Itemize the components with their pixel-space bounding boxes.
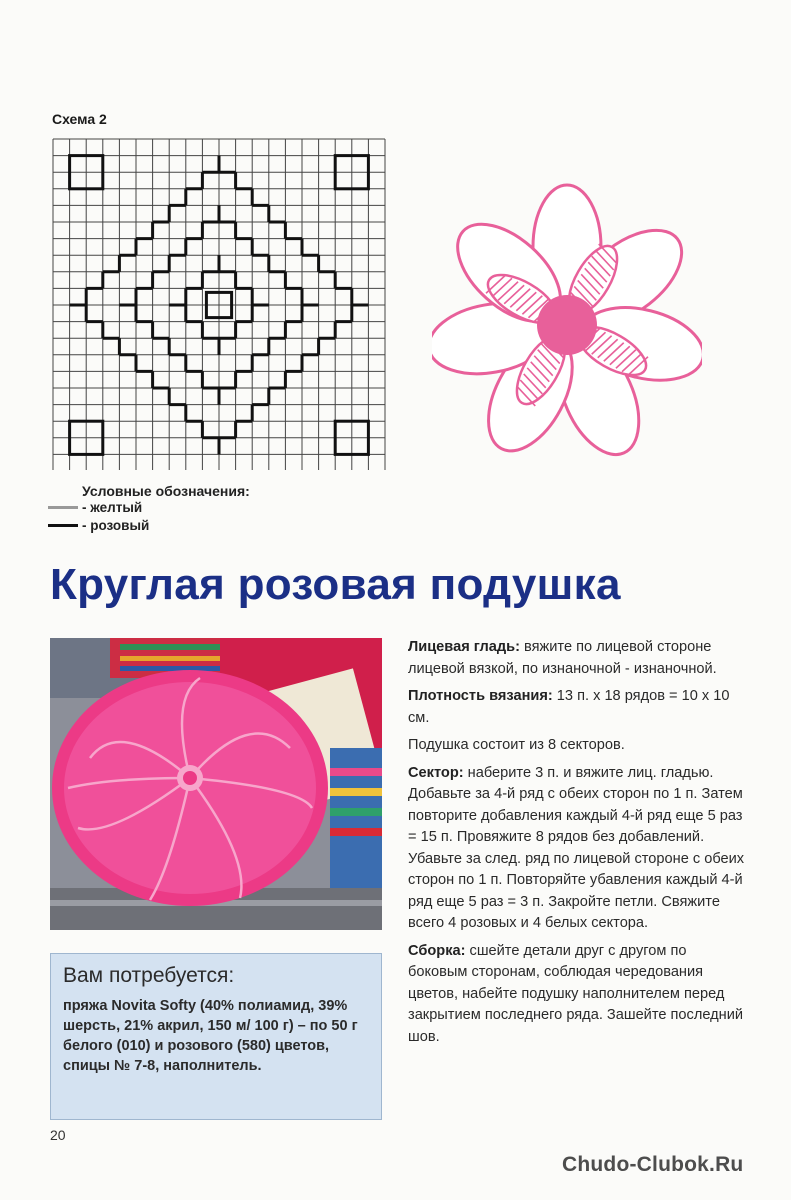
instruction-label: Сектор:: [408, 764, 464, 781]
instruction-paragraph: [408, 941, 748, 1049]
page-title: Круглая розовая подушка: [50, 560, 621, 609]
instruction-text: Подушка состоит из 8 секторов.: [408, 737, 625, 753]
materials-text: пряжа Novita Softy (40% полиамид, 39% шерсть, 21% акрил, 150 м/ 100 г) – по 50 г белого (010) и розового (580) цветов, спицы № 7-8, наполнитель.: [63, 998, 358, 1074]
site-watermark: Chudo-Clubok.Ru: [562, 1153, 744, 1176]
instruction-label: Лицевая гладь:: [408, 639, 520, 655]
knitted-pillow-photo: [50, 638, 382, 930]
legend-yellow: [48, 500, 142, 515]
instruction-paragraph: [408, 735, 748, 757]
instruction-paragraph: [408, 686, 748, 729]
legend-title: Условные обозначения:: [82, 483, 250, 499]
knitting-chart: [52, 138, 388, 470]
instruction-text: сшейте детали друг с другом по боковым сторонам, соблюдая чередования цветов, набейте подушку наполнителем перед закрытием последнего ряда. Зашейте последний шов.: [408, 942, 744, 1045]
instruction-paragraph: [408, 637, 748, 680]
flower-center-icon: [537, 295, 597, 355]
legend-pink-label: - розовый: [82, 518, 150, 533]
instruction-text: вяжите по лицевой стороне лицевой вязкой, по изнаночной - изнаночной.: [408, 639, 717, 677]
materials-box: [50, 953, 382, 1120]
legend-yellow-label: - желтый: [82, 500, 143, 515]
flower-icon: [432, 180, 702, 470]
scheme-title: Схема 2: [52, 111, 107, 127]
instructions: [408, 637, 748, 1054]
pink-swatch-icon: [48, 524, 78, 527]
yellow-swatch-icon: [48, 506, 78, 509]
instruction-label: Плотность вязания:: [408, 688, 553, 704]
instruction-paragraph: [408, 763, 748, 935]
legend-pink: [48, 518, 149, 533]
page-number: 20: [50, 1127, 66, 1143]
materials-title: Вам потребуется:: [63, 964, 235, 987]
instruction-text: наберите 3 п. и вяжите лиц. гладью. Добавьте за 4-й ряд с обеих сторон по 1 п. Затем повторите добавления каждый 4-й ряд еще 5 раз = 15 п. Провяжите 8 рядов без добавлений. Убавьте за след. ряд по лицевой стороне с обеих сторон по 1 п. Повторяйте убавления каждый 4-й ряд еще 5 раз = 3 п. Закройте петли. Свяжите всего 4 розовых и 4 белых сектора.: [408, 764, 745, 931]
instruction-text: 13 п. х 18 рядов = 10 х 10 см.: [408, 688, 730, 726]
instruction-label: Сборка:: [408, 942, 466, 959]
